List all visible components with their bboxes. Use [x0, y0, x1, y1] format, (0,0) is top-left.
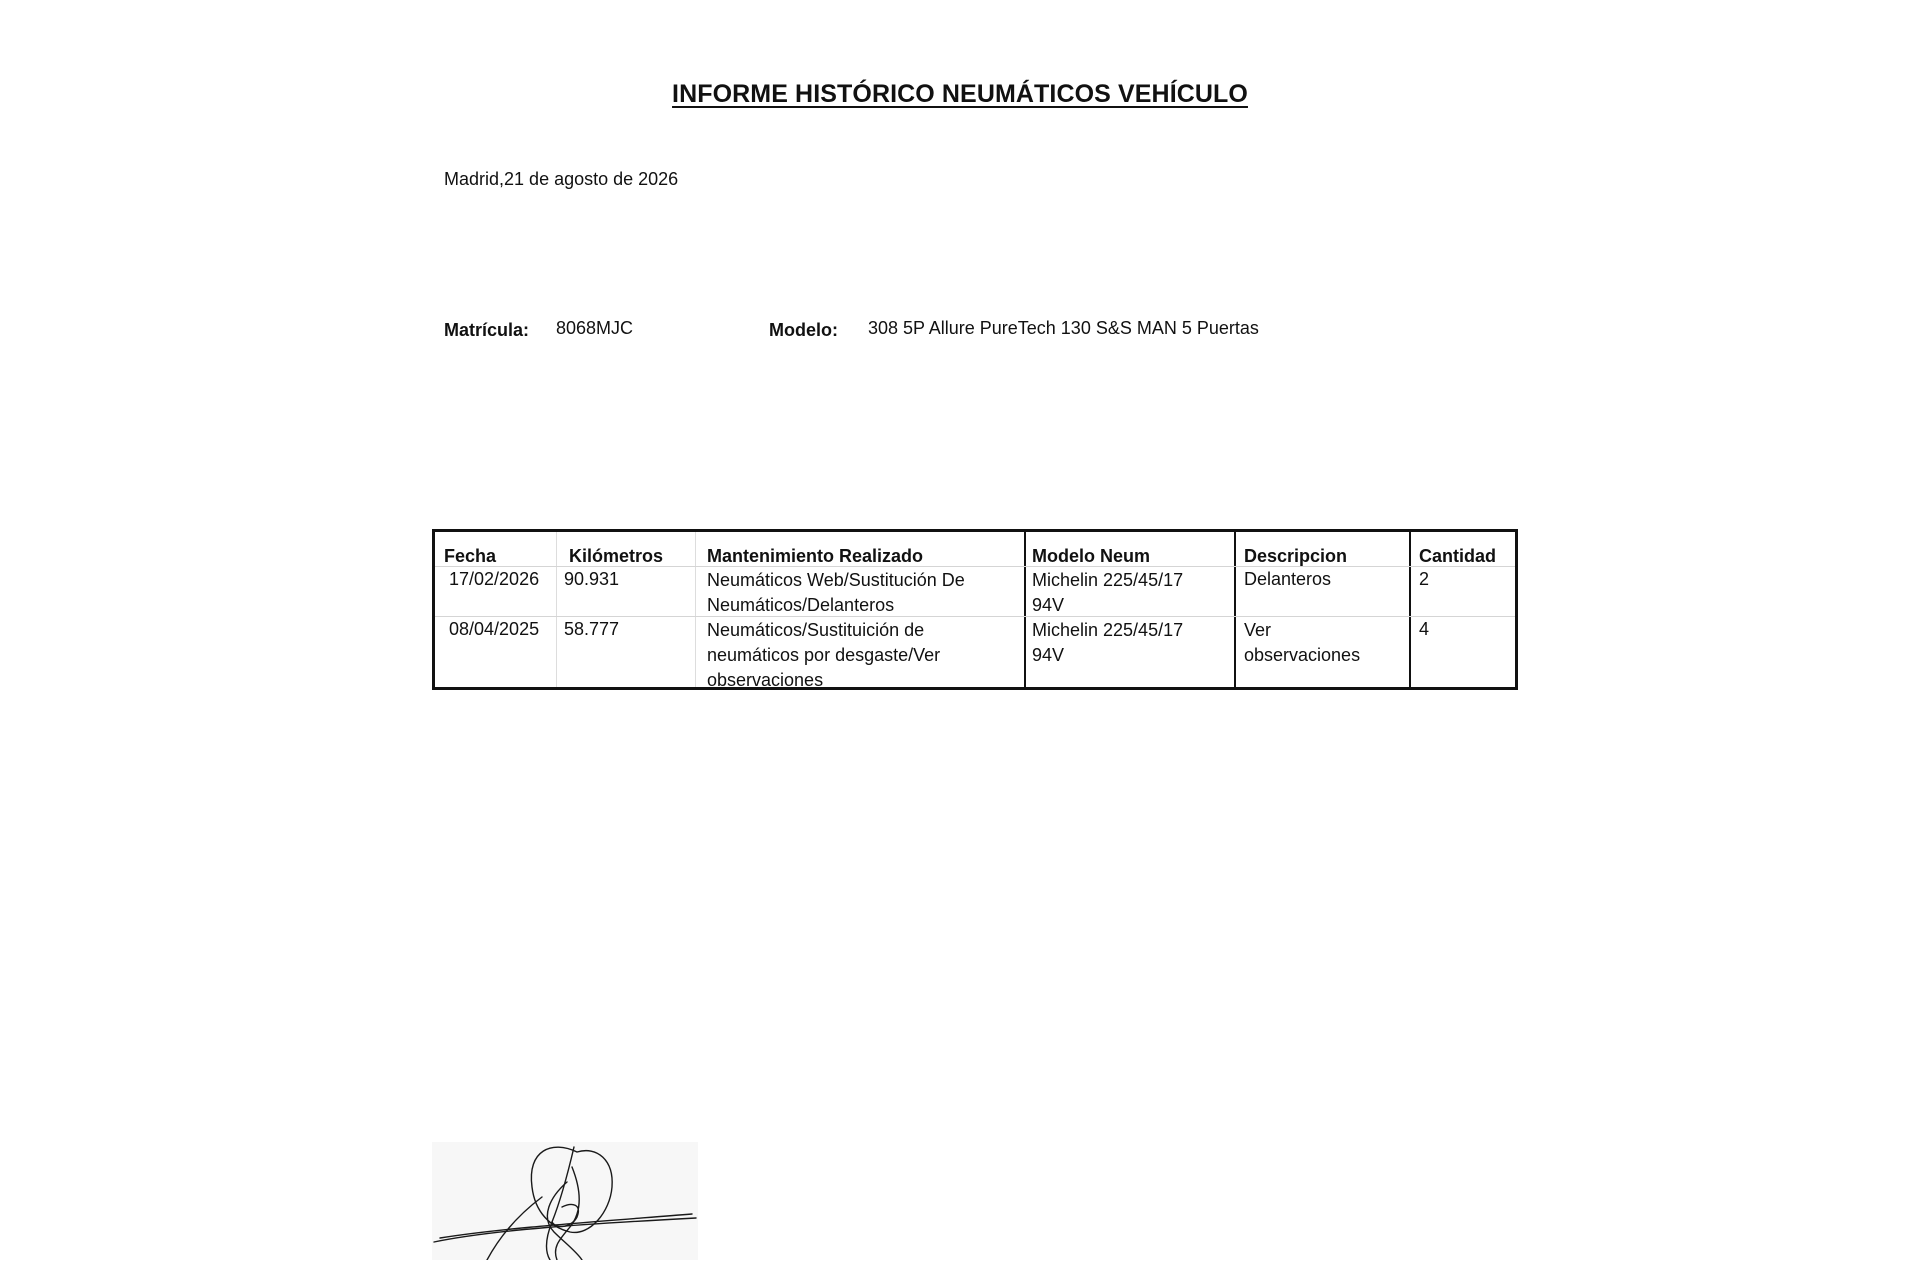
column-divider — [695, 532, 696, 687]
column-divider — [556, 532, 557, 687]
row1-mantenimiento — [707, 568, 965, 618]
place-text: Madrid, — [444, 169, 505, 189]
row1-cantidad: 2 — [1419, 569, 1430, 589]
header-mantenimiento: Mantenimiento Realizado — [707, 546, 924, 566]
model-label: Modelo: — [769, 320, 838, 340]
row1-modelo-line2: 94V — [1032, 595, 1065, 615]
plate-label: Matrícula: — [444, 320, 530, 340]
signature-image — [432, 1142, 698, 1260]
row2-mantenimiento-line2: neumáticos por desgaste/Ver — [707, 645, 941, 665]
row2-mantenimiento-line3: observaciones — [707, 670, 824, 690]
tire-history-table — [432, 529, 1518, 690]
row2-descripcion-line1: Ver — [1244, 620, 1272, 640]
report-title: INFORME HISTÓRICO NEUMÁTICOS VEHÍCULO — [672, 80, 1248, 108]
row2-modelo-line2: 94V — [1032, 645, 1065, 665]
row1-fecha: 17/02/2026 — [449, 569, 540, 589]
row2-modelo — [1032, 618, 1183, 668]
row1-mantenimiento-line2: Neumáticos/Delanteros — [707, 595, 895, 615]
signature-scribble — [432, 1142, 698, 1260]
header-modelo-neum: Modelo Neum — [1032, 546, 1151, 566]
plate-value: 8068MJC — [556, 318, 634, 338]
column-divider — [1409, 532, 1411, 687]
row2-km: 58.777 — [564, 619, 620, 639]
row2-modelo-line1: Michelin 225/45/17 — [1032, 620, 1184, 640]
row1-km: 90.931 — [564, 569, 620, 589]
row2-descripcion-line2: observaciones — [1244, 645, 1361, 665]
row1-descripcion — [1244, 567, 1331, 592]
header-kilometros: Kilómetros — [569, 546, 664, 566]
date-line — [444, 169, 678, 190]
row1-modelo — [1032, 568, 1183, 618]
row1-descripcion-line1: Delanteros — [1244, 569, 1332, 589]
row1-mantenimiento-line1: Neumáticos Web/Sustitución De — [707, 570, 965, 590]
row2-descripcion — [1244, 618, 1360, 668]
column-divider — [1234, 532, 1236, 687]
row2-cantidad: 4 — [1419, 619, 1430, 639]
date-text: 21 de agosto de 2026 — [504, 169, 679, 189]
model-value: 308 5P Allure PureTech 130 S&S MAN 5 Puertas — [868, 318, 1259, 338]
row1-modelo-line1: Michelin 225/45/17 — [1032, 570, 1184, 590]
column-divider — [1024, 532, 1026, 687]
row2-mantenimiento-line1: Neumáticos/Sustituición de — [707, 620, 925, 640]
header-descripcion: Descripcion — [1244, 546, 1348, 566]
row2-mantenimiento — [707, 618, 940, 693]
row2-fecha: 08/04/2025 — [449, 619, 540, 639]
header-cantidad: Cantidad — [1419, 546, 1497, 566]
header-fecha: Fecha — [444, 546, 497, 566]
